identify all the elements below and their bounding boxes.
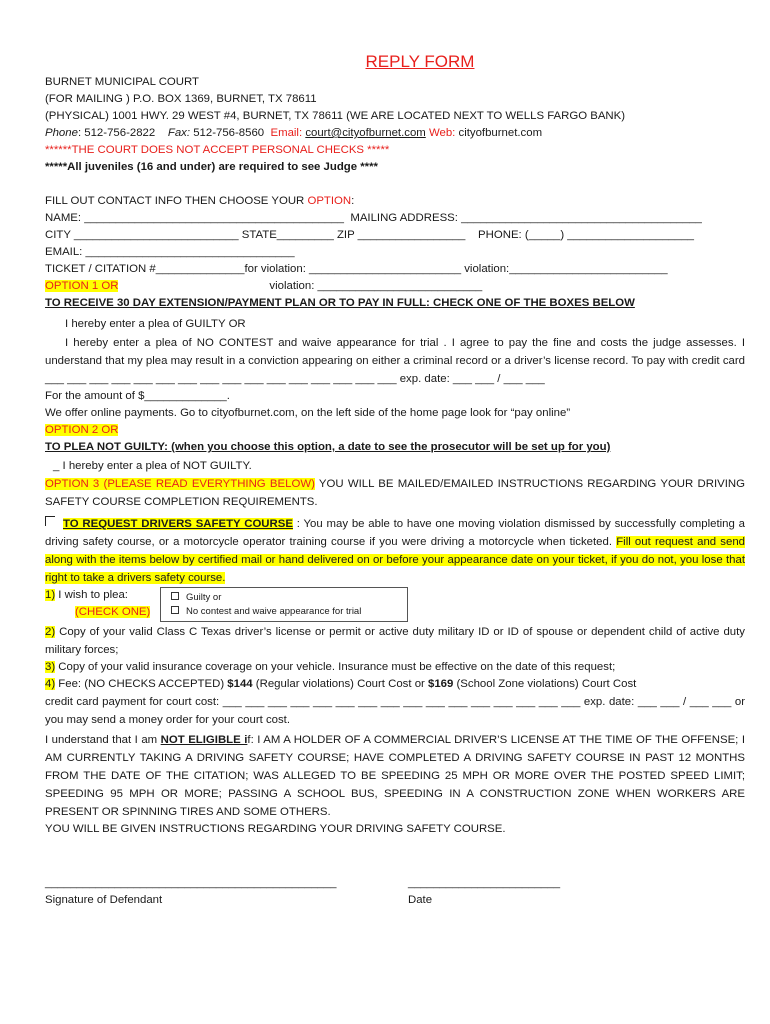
fee-school-zone: $169 (428, 678, 454, 690)
plea-guilty-choice[interactable] (171, 591, 407, 605)
ticket-row (45, 261, 745, 278)
contact-intro-colon: : (351, 195, 355, 207)
court-cost-card-field[interactable]: credit card payment for court cost: ___ ___ ___ ___ ___ ___ ___ ___ ___ ___ ___ ___ ___ ___ ___ ___ exp. date: ___ ___ / ___ ___ or you may send a money order for your court cost. (45, 696, 745, 726)
item2-text: Copy of your valid Class C Texas driver’s license or permit or active duty military ID or ID of spouse or dependent child of active duty military forces; (45, 626, 745, 656)
plea-nc-choice[interactable] (171, 605, 407, 619)
item3-number: 3) (45, 661, 56, 673)
violation-field-2[interactable]: violation: __________________________ (269, 280, 483, 292)
amount-field[interactable]: For the amount of $_____________. (45, 390, 230, 402)
item2-number: 2) (45, 626, 56, 638)
check-one-label: (CHECK ONE) (75, 606, 151, 618)
plea-not-guilty-option[interactable]: _ I hereby enter a plea of NOT GUILTY. (53, 460, 252, 472)
ineligibility-paragraph (45, 731, 745, 821)
contact-intro (45, 193, 745, 210)
dsc-highlight-text: Fill out request and send along with the items below by certified mail or hand delivered on or before your appearance date on your ticket, if you do not, you lose that right to take a drivers safety course. (45, 536, 745, 584)
online-payment-note: We offer online payments. Go to cityofburnet.com, on the left side of the home page look for “pay online” (45, 407, 571, 419)
option1-row (45, 278, 745, 295)
option2-label: OPTION 2 OR (45, 424, 119, 436)
option1-label: OPTION 1 OR (45, 280, 119, 292)
juveniles-notice: *****All juveniles (16 and under) are required to see Judge **** (45, 161, 378, 173)
mailing-address-field[interactable]: MAILING ADDRESS: ______________________________________ (350, 212, 702, 224)
phone-label: Phone (45, 127, 78, 139)
ticket-field[interactable]: TICKET / CITATION #______________for violation: ________________________ (45, 263, 462, 275)
name-field[interactable]: NAME: _________________________________________ (45, 212, 344, 224)
no-contest-checkbox[interactable] (171, 606, 179, 614)
option3-intro-text: YOU WILL BE MAILED/EMAILED INSTRUCTIONS REGARDING YOUR DRIVING SAFETY COURSE COMPLETION REQUIREMENTS. (45, 478, 745, 508)
signature-line[interactable]: ______________________________________________ (45, 877, 337, 889)
option-word: OPTION (307, 195, 352, 207)
plea-choice-block (45, 587, 745, 623)
signature-block (45, 875, 336, 909)
option3-label: OPTION 3 (PLEASE READ EVERYTHING BELOW) (45, 478, 315, 490)
date-block (408, 875, 560, 909)
web-link[interactable]: cityofburnet.com (458, 127, 543, 139)
dsc-title: TO REQUEST DRIVERS SAFETY COURSE (63, 518, 293, 530)
signature-label: Signature of Defendant (45, 894, 163, 906)
contact-intro-text: FILL OUT CONTACT INFO THEN CHOOSE YOUR (45, 195, 308, 207)
dsc-paragraph (45, 515, 745, 587)
reply-form-page (45, 52, 745, 838)
violation-field[interactable]: violation:_________________________ (464, 263, 668, 275)
plea-guilty-option[interactable]: I hereby enter a plea of GUILTY OR (65, 318, 246, 330)
item4-number: 4) (45, 678, 56, 690)
plea-choice-box (160, 587, 408, 622)
fee-regular: $144 (227, 678, 253, 690)
form-title: REPLY FORM (365, 52, 475, 71)
phone-field[interactable]: PHONE: (_____) ____________________ (478, 229, 694, 241)
item3-text: Copy of your valid insurance coverage on your vehicle. Insurance must be effective on the date of this request; (55, 661, 616, 673)
court-contact-line (45, 125, 745, 142)
option2-heading-key: TO PLEA NOT GUILTY: (45, 441, 168, 453)
item1-text: I wish to plea: (55, 589, 128, 601)
court-physical-address: (PHYSICAL) 1001 HWY. 29 WEST #4, BURNET, TX 78611 (WE ARE LOCATED NEXT TO WELLS FARGO BANK) (45, 110, 626, 122)
ineligible-pre: I understand that I am (45, 734, 161, 746)
fax-label: Fax: (167, 127, 191, 139)
dsc-checkbox[interactable] (45, 516, 55, 526)
city-state-zip-field[interactable]: CITY __________________________ STATE_________ ZIP _________________ (45, 229, 466, 241)
dsc-text: : You may be able to have one moving violation dismissed by successfully completing a driving safety course, or a motorcycle operator training course if you were driving a motorcycle when ticketed. (45, 518, 745, 548)
item4 (45, 676, 745, 693)
email-field[interactable]: EMAIL: _________________________________ (45, 246, 295, 258)
plea-nc-label: No contest and waive appearance for trial (186, 606, 362, 617)
date-line[interactable]: ________________________ (408, 877, 561, 889)
phone-value: : 512-756-2822 (77, 127, 156, 139)
option2-heading (45, 439, 745, 456)
item4-fee-label: Fee: (NO CHECKS ACCEPTED) (55, 678, 228, 690)
option2-heading-note: (when you choose this option, a date to see the prosecutor will be set up for you) (167, 441, 611, 453)
city-row (45, 227, 745, 244)
court-mailing-address: (FOR MAILING ) P.O. BOX 1369, BURNET, TX 78611 (45, 93, 317, 105)
not-eligible-key: NOT ELIGIBLE i (160, 734, 248, 746)
option3-intro (45, 475, 745, 511)
option1-heading: TO RECEIVE 30 DAY EXTENSION/PAYMENT PLAN OR TO PAY IN FULL: CHECK ONE OF THE BOXES BELOW (45, 297, 635, 309)
court-name: BURNET MUNICIPAL COURT (45, 76, 200, 88)
item3 (45, 659, 745, 676)
dsc-instructions-note: YOU WILL BE GIVEN INSTRUCTIONS REGARDING YOUR DRIVING SAFETY COURSE. (45, 823, 506, 835)
item1-number: 1) (45, 589, 56, 601)
ineligible-list: f: I AM A HOLDER OF A COMMERCIAL DRIVER’S LICENSE AT THE TIME OF THE OFFENSE; I AM CURRENTLY TAKING A DRIVING SAFETY COURSE; HAVE COMPLETED A DRIVING SAFETY COURSE IN PAST 12 MONTHS FROM THE DATE OF THE CITATION; WAS ALLEGED TO BE SPEEDING 25 MPH OR MORE OVER THE POSTED SPEED LIMIT; SPEEDING 95 MPH OR MORE; PASSING A SCHOOL BUS, SPEEDING IN A CONSTRUCTION ZONE WHEN WORKERS ARE PRESENT OR SPINNING TIRES AND SOME OTHERS. (45, 734, 745, 818)
guilty-checkbox[interactable] (171, 592, 179, 600)
plea-no-contest-option[interactable]: I hereby enter a plea of NO CONTEST and waive appearance for trial . I agree to pay the fine and costs the judge assesses. I understand that my plea may result in a conviction appearing on either a criminal record or a driver’s license record. To pay with credit card ___ ___ ___ ___ ___ ___ ___ ___ ___ ___ ___ ___ ___ ___ ___ ___ exp. date: ___ ___ / ___ ___ (45, 337, 745, 385)
date-label: Date (408, 894, 433, 906)
name-address-row (45, 210, 745, 227)
no-checks-notice: ******THE COURT DOES NOT ACCEPT PERSONAL CHECKS ***** (45, 144, 390, 156)
item4-fee-school-note: (School Zone violations) Court Cost (453, 678, 637, 690)
email-link[interactable]: court@cityofburnet.com (305, 127, 426, 139)
fax-value: 512-756-8560 (190, 127, 265, 139)
item4-fee-regular-note: (Regular violations) Court Cost or (252, 678, 428, 690)
item2 (45, 623, 745, 659)
web-label: Web: (428, 127, 456, 139)
email-label: Email: (270, 127, 303, 139)
plea-guilty-label: Guilty or (186, 592, 222, 603)
